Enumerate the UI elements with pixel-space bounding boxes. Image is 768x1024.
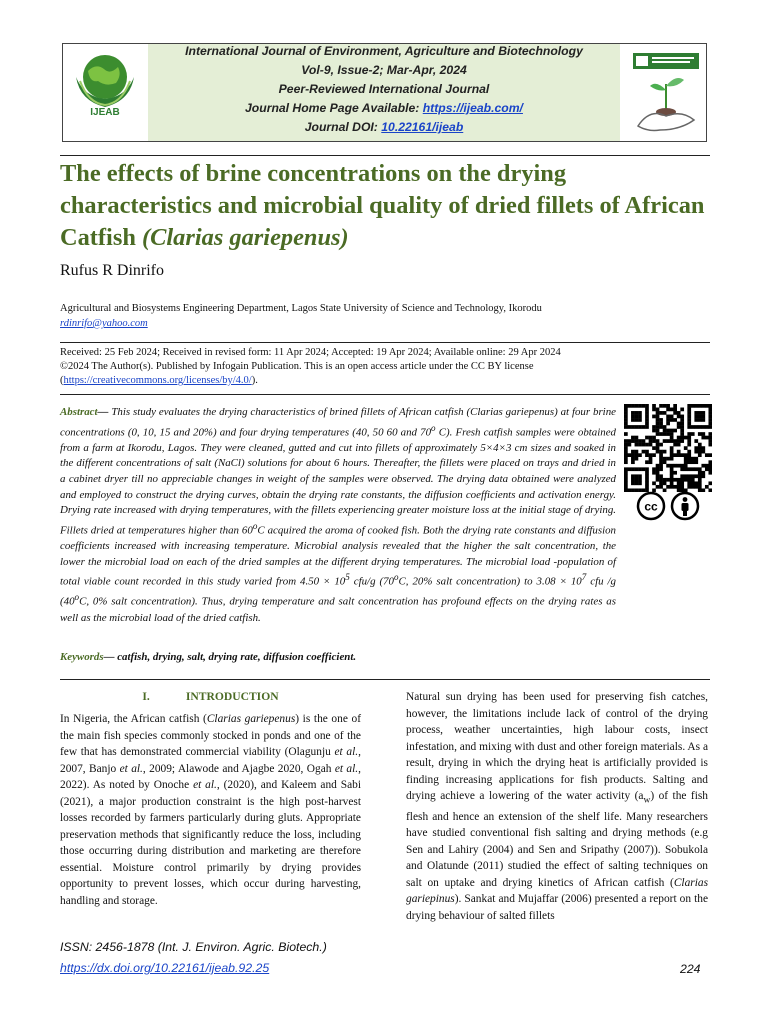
section-number: I. — [142, 690, 150, 703]
abstract-sup-2: o — [252, 520, 258, 531]
license-close-paren: ). — [251, 375, 258, 386]
abstract-text-7: C, 0% salt concentration). Thus, drying temperature and salt concentration has profound effects on the drying rates as well as the microbial load of the dried catfish. — [60, 596, 616, 624]
intro-italic: et al. — [334, 762, 359, 775]
intro-italic: et al. — [193, 779, 217, 791]
author-affiliation: Agricultural and Biosystems Engineering Department, Lagos State University of Science and Technology, Ikorodu — [60, 303, 542, 314]
intro-text: , 2007, Banjo — [60, 746, 361, 775]
footer-doi-link[interactable]: https://dx.doi.org/10.22161/ijeab.92.25 — [60, 961, 270, 975]
abstract-sup-1: o — [431, 422, 436, 433]
journal-doi — [148, 119, 620, 136]
author-email-link[interactable]: rdinrifo@yahoo.com — [60, 318, 148, 329]
abstract-label: Abstract — [60, 406, 98, 418]
journal-logo-text: IJEAB — [90, 107, 120, 118]
abstract-text-3: C acquired the aroma of cooked fish. Both the drying rate constants and diffusion coefficients increased with increasing temperature. Microbial analysis revealed that the higher the salt concentration, the lower the microbial load on each of the dried samples at the different drying temperatures. The microbial load -population of total viable count recorded in this study varied from 4.50 × 10 — [60, 524, 616, 588]
section-heading — [60, 690, 361, 703]
intro-text: ) is the one of the main fish species commonly stocked in ponds and one of the few that has demonstrated commercial viability (Olagunju — [60, 713, 361, 758]
journal-peer-reviewed: Peer-Reviewed International Journal — [278, 82, 490, 96]
intro-left-column — [60, 711, 361, 909]
hand-plant-icon — [630, 50, 702, 136]
license-line — [60, 374, 258, 388]
author-email — [60, 318, 148, 329]
qr-code[interactable] — [624, 404, 712, 492]
home-page-link[interactable]: https://ijeab.com/ — [422, 101, 523, 115]
cc-by-person-icon — [670, 491, 700, 521]
intro-text: ). Sankat and Mujaffar (2006) presented a report on the drying behaviour of salted fillets — [406, 893, 708, 922]
abstract — [60, 405, 616, 626]
abstract-dash: — — [97, 406, 112, 418]
intro-text: , (2020), and Kaleem and Sabi (2021), a major production constraint is the high post-harvest losses recorded by farmers particularly during gluts. Appropriate preservation methods that significantly reduce the loss, including those occurring during distribution and marketing are therefore essential. Moisture control primarily by drying provides opportunity to prevent losses, which occur during harvesting, handling and storage. — [60, 779, 361, 907]
intro-text: , 2022). As noted by Onoche — [60, 762, 361, 791]
keywords-text: — catfish, drying, salt, drying rate, diffusion coefficient. — [103, 651, 357, 663]
doi-label: Journal DOI: — [304, 120, 382, 134]
intro-text: , 2009; Alawode and Ajagbe 2020, Ogah — [142, 762, 335, 775]
keywords — [60, 651, 616, 663]
footer-issn: ISSN: 2456-1878 (Int. J. Environ. Agric. Biotech.) — [60, 940, 327, 954]
journal-name: International Journal of Environment, Agriculture and Biotechnology — [185, 44, 583, 58]
header-rule — [60, 155, 710, 156]
section-title: INTRODUCTION — [185, 690, 279, 703]
journal-volume: Vol-9, Issue-2; Mar-Apr, 2024 — [301, 63, 467, 77]
article-title-species: (Clarias gariepenus) — [142, 224, 349, 251]
doi-link[interactable]: 10.22161/ijeab — [381, 120, 464, 134]
abstract-text-4: cfu/g (70 — [349, 575, 394, 588]
keywords-rule — [60, 679, 710, 680]
license-link[interactable]: https://creativecommons.org/licenses/by/4.0/ — [63, 375, 252, 386]
intro-italic: et al. — [119, 762, 143, 775]
abstract-text-6: cfu /g (40 — [60, 575, 616, 609]
home-page-label: Journal Home Page Available: — [245, 101, 423, 115]
cc-license-icon — [636, 491, 666, 521]
abstract-rule-top — [60, 394, 710, 395]
abstract-sup-5: 7 — [581, 572, 587, 583]
footer-doi — [60, 961, 269, 975]
intro-text: In Nigeria, the African catfish ( — [60, 713, 207, 725]
intro-text: ) of the fish flesh and hence an extension of the shelf life. Many researchers have studied conventional fish salting and drying methods (e.g Sen and Lahiry (2004) and Sen and Sripathy (2007)). Sobukola and Olatunde (2011) studied the effect of salting techniques on salt on uptake and drying kinetics of African catfish ( — [406, 790, 708, 889]
page-number: 224 — [680, 962, 701, 976]
intro-italic: Clarias gariepinus — [406, 876, 708, 906]
intro-italic: et al. — [334, 746, 359, 758]
article-title-main: The effects of brine concentrations on the drying characteristics and microbial quality of dried fillets of African Catfish — [60, 160, 705, 251]
abstract-sup-4: o — [393, 572, 399, 583]
license-open-paren: ( — [60, 375, 64, 386]
keywords-label: Keywords — [60, 651, 104, 663]
dates-rule — [60, 342, 710, 343]
svg-text:cc: cc — [644, 499, 658, 514]
abstract-sup-6: o — [74, 592, 80, 603]
journal-home-page — [148, 100, 620, 117]
intro-text: Natural sun drying has been used for preserving fish catches, however, the limitations include lack of control of the drying process, weather uncertainties, high labour costs, insect infestation, and mixing with dust and other foreign materials. As a result, drying in which the drying heat is artificially provided is finding increasing applications for fish products. Salting and drying achieve a lowering of the water activity (a — [406, 691, 708, 802]
article-dates: Received: 25 Feb 2024; Received in revised form: 11 Apr 2024; Accepted: 19 Apr 2024; Available online: 29 Apr 2024 — [60, 347, 561, 358]
copyright-line: ©2024 The Author(s). Published by Infogain Publication. This is an open access article under the CC BY license — [60, 361, 534, 372]
abstract-text-1: This study evaluates the drying characteristics of brined fillets of African catfish (Clarias gariepenus) at four brine concentrations (0, 10, 15 and 20%) and four drying temperatures (40, 50 60 and 70 — [60, 406, 616, 439]
intro-italic: Clarias gariepenus — [206, 713, 296, 725]
abstract-sup-3: 5 — [345, 572, 350, 583]
abstract-text-5: C, 20% salt concentration) to 3.08 × 10 — [398, 575, 582, 588]
author-name: Rufus R Dinrifo — [60, 262, 164, 279]
intro-right-column — [406, 689, 708, 924]
article-title — [60, 158, 710, 254]
water-activity-subscript: w — [643, 795, 651, 806]
abstract-text-2: C). Fresh catfish samples were obtained from a farm at Ikorodu, Lagos. They were cleaned, gutted and cut into fillets of approximately 5×4×3 cm sizes and soaked in the different concentrations of salt (NaCl) solutions for about 6 hours. Thereafter, the fillets were placed on trays and dried in a cabinet dryer till no appreciable changes in weight of the samples were observed. The drying data obtained were analyzed and employed to construct the drying curves, obtain the drying rate constants, the diffusion coefficients and activation energy. Drying rate increased with drying temperatures, with the fillets experiencing greater moisture loss at the initial stage of drying. Fillets dried at temperatures higher than 60 — [60, 426, 616, 537]
